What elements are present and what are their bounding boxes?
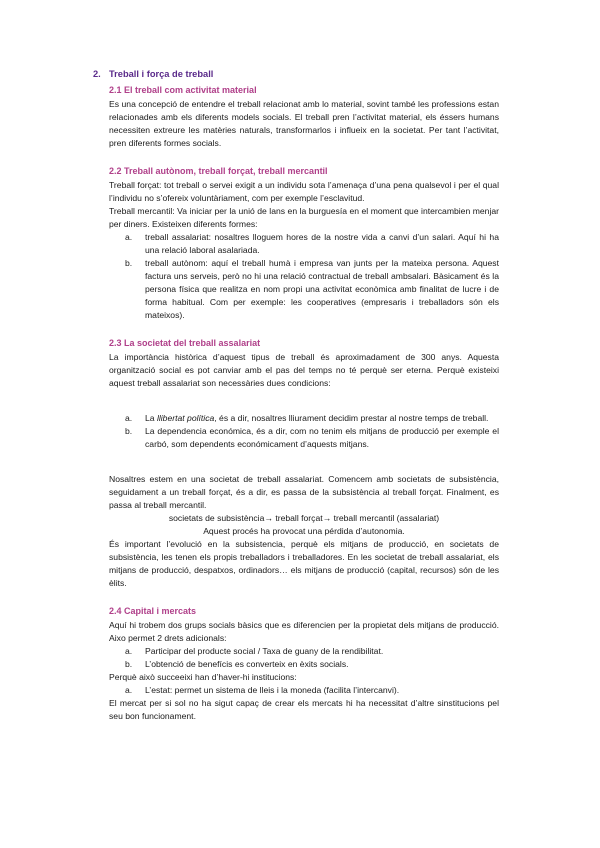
list-item	[125, 257, 499, 322]
list-marker: b.	[125, 258, 133, 268]
list-marker: a.	[125, 413, 133, 423]
paragraph: Es una concepció de entendre el treball relacionat amb lo material, sovint també les professions estan relacionades amb els diferents models socials. El treball pren l’activitat material, els éssers humans necessiten extreure les matèries naturals, transformarlos i influeix en la societat. Per tant l’activitat, pren diferents formes socials.	[109, 99, 499, 148]
list-item	[125, 231, 499, 257]
paragraph: Nosaltres estem en una societat de treball assalariat. Comencem amb societats de subsistència, seguidament a un treball forçat, és a dir, es passa de la subsistència al treball forçat. Finalment, es passa al treball mercantil.	[109, 474, 499, 510]
list-item	[125, 684, 499, 697]
centered-line: societats de subsistència→ treball forçat→ treball mercantil (assalariat)	[168, 513, 440, 523]
text-run: La	[145, 413, 157, 423]
list	[109, 645, 499, 671]
text-run: , és a dir, nosaltres lliurament decidim prestar al nostre temps de treball.	[214, 413, 489, 423]
list-item-text: Participar del producte social / Taxa de guany de la rendibilitat.	[145, 646, 384, 656]
document-page	[93, 68, 499, 723]
list	[109, 684, 499, 697]
list-item-text: La dependencia económica, és a dir, com no tenim els mitjans de producció per exemple el carbó, som dependents económicament d’aquests mitjans.	[145, 426, 499, 449]
list	[109, 231, 499, 322]
list-marker: b.	[125, 659, 133, 669]
list-item	[125, 645, 499, 658]
list-item-text: treball autònom: aquí el treball humà i empresa van junts per la mateixa persona. Aquest factura uns serveis, però no hi una relació contractual de treball ambsalari. Bàsicament és la persona física que realitza en nom propi una activitat econòmica amb finalitat de lucre i de forma habitual. Com per exemple: les cooperatives (empresaris i treballadors són els mateixos).	[145, 258, 499, 320]
list-marker: b.	[125, 426, 133, 436]
list-item-text	[145, 412, 499, 425]
list-marker: a.	[125, 232, 133, 242]
paragraph: Treball mercantil: Va iniciar per la unió de lans en la burguesía en el moment que intercambien menjar per diners. Existeixen diferents formes:	[109, 206, 499, 229]
list-item	[125, 425, 499, 451]
emphasis-text: llibertat política	[156, 413, 215, 423]
paragraph: La importància històrica d’aquest tipus de treball és aproximadament de 300 anys. Aquesta organització social es pot canviar amb el pas del temps no té perquè ser eterna. Perquè existeixi aquest treball assalariat son necessàries dues condicions:	[109, 352, 499, 388]
centered-line: Aquest procés ha provocat una pérdida d’autonomia.	[203, 526, 405, 536]
paragraph: Aquí hi trobem dos grups socials bàsics que es diferencien per la propietat dels mitjans de producció. Aixo permet 2 drets adicionals:	[109, 620, 499, 643]
paragraph: Perquè això succeeixi han d’haver-hi institucions:	[109, 672, 297, 682]
section-2-heading	[93, 68, 499, 81]
subsection-2-2-heading: 2.2 Treball autònom, treball forçat, treball mercantil	[109, 166, 328, 176]
section-number: 2.	[93, 69, 101, 79]
list	[109, 412, 499, 451]
list-item-text: treball assalariat: nosaltres lloguem hores de la nostre vida a canvi d’un salari. Aquí hi ha una relació laboral asalariada.	[145, 232, 499, 255]
list-marker: a.	[125, 685, 133, 695]
paragraph: Treball forçat: tot treball o servei exigit a un individu sota l’amenaça d’una pena qualsevol i per el qual l’individu no s’ofereix voluntàriament, com per exemple l’esclavitud.	[109, 180, 499, 203]
list-item	[125, 658, 499, 671]
paragraph: El mercat per si sol no ha sigut capaç de crear els mercats hi ha necessitat d’altre sinstitucions pel seu bon funcionament.	[109, 698, 499, 721]
subsection-2-1-heading: 2.1 El treball com activitat material	[109, 85, 257, 95]
paragraph: És important l’evolució en la subsistencia, perquè els mitjans de producció, en societats de subsistència, les tenen els propis treballadors i treballadores. En les societat de treball assalariat, els mitjans de producció, despatxos, ordinadors… els mitjans de producció (capital, recursos) són de les èlits.	[109, 539, 499, 588]
subsection-2-4-heading: 2.4 Capital i mercats	[109, 606, 197, 616]
section-title: Treball i força de treball	[109, 69, 214, 79]
subsection-2-3-heading: 2.3 La societat del treball assalariat	[109, 338, 261, 348]
list-item-text: L’estat: permet un sistema de lleis i la moneda (facilita l’intercanvi).	[145, 685, 400, 695]
list-item-text: L’obtenció de benefícis es converteix en èxits socials.	[145, 659, 349, 669]
list-item	[125, 412, 499, 425]
list-marker: a.	[125, 646, 133, 656]
